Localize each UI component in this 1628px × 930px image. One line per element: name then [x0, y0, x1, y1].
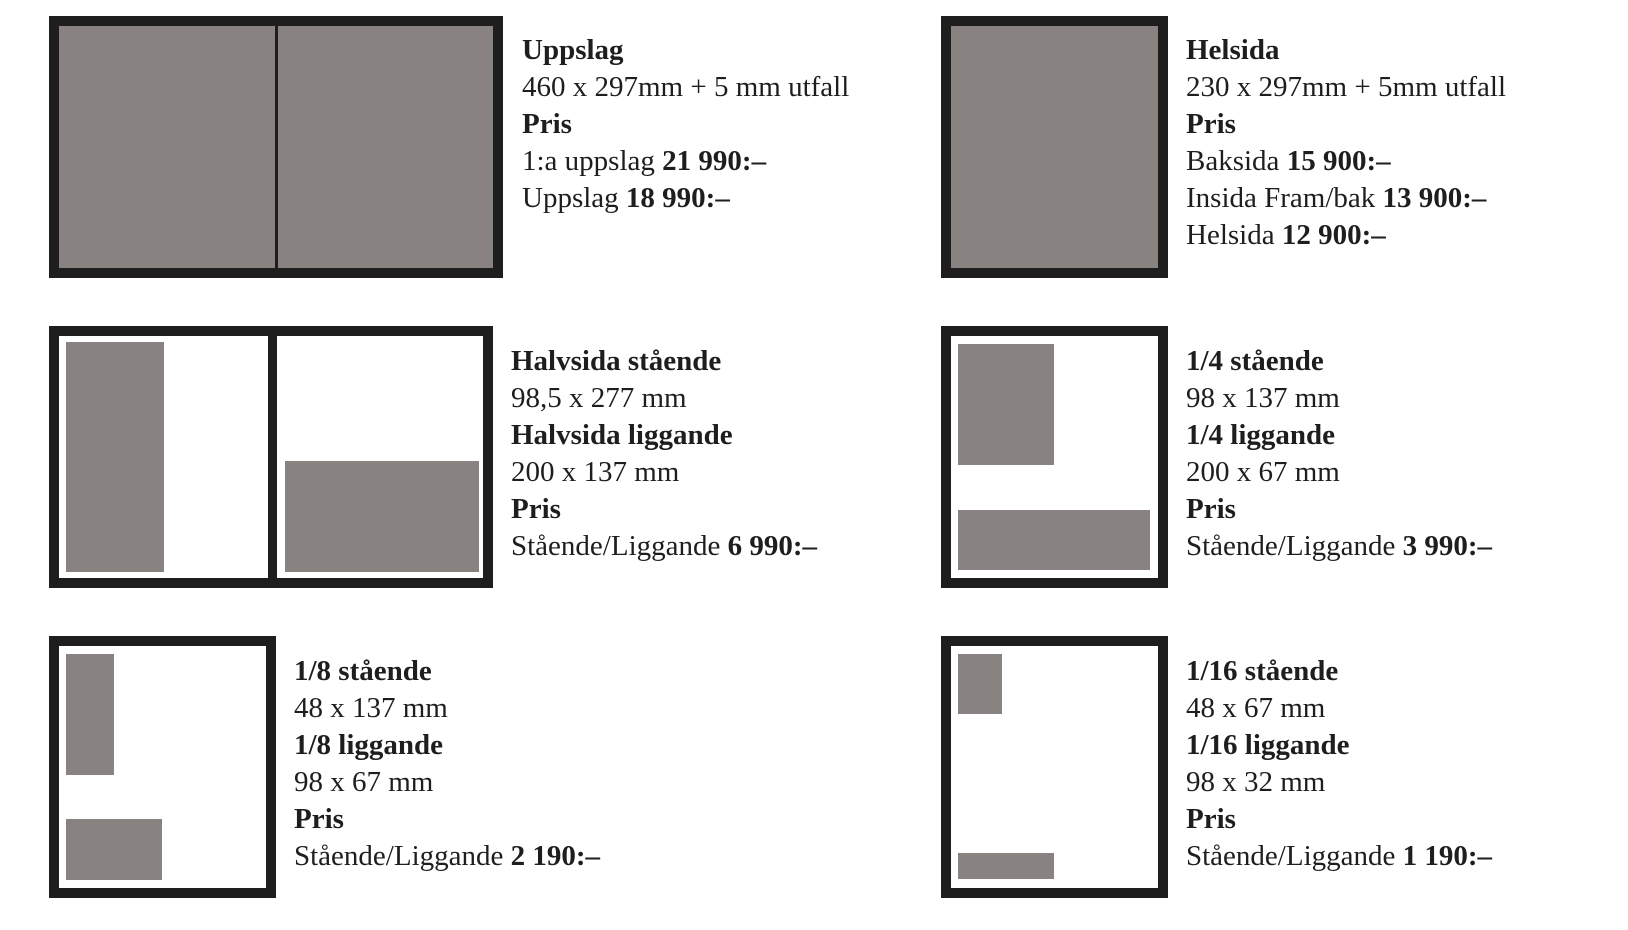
halvsida-standing-area: [66, 342, 164, 572]
quarter-lying-title: 1/4 liggande: [1186, 419, 1336, 451]
halvsida-lying-area: [285, 461, 479, 572]
helsida-price-row: Helsida 12 900:–: [1186, 219, 1386, 251]
helsida-info: [1186, 32, 1506, 254]
eighth-lying-title: 1/8 liggande: [294, 729, 444, 761]
quarter-price-heading: Pris: [1186, 493, 1236, 525]
eighth-price-heading: Pris: [294, 803, 344, 835]
helsida-size: 230 x 297mm + 5mm utfall: [1186, 71, 1507, 103]
sixteenth-lying-area: [958, 853, 1054, 879]
eighth-standing-size: 48 x 137 mm: [294, 692, 448, 724]
halvsida-standing-size: 98,5 x 277 mm: [511, 382, 687, 414]
sixteenth-standing-size: 48 x 67 mm: [1186, 692, 1326, 724]
sixteenth-price-row: Stående/Liggande 1 190:–: [1186, 840, 1493, 872]
eighth-standing-area: [66, 654, 114, 775]
sixteenth-price-heading: Pris: [1186, 803, 1236, 835]
eighth-lying-size: 98 x 67 mm: [294, 766, 434, 798]
uppslag-center-fold: [275, 26, 278, 268]
helsida-price-row: Baksida 15 900:–: [1186, 145, 1391, 177]
quarter-standing-size: 98 x 137 mm: [1186, 382, 1340, 414]
uppslag-title: Uppslag: [522, 34, 624, 66]
sixteenth-lying-size: 98 x 32 mm: [1186, 766, 1326, 798]
eighth-price-row: Stående/Liggande 2 190:–: [294, 840, 601, 872]
halvsida-price-row: Stående/Liggande 6 990:–: [511, 530, 818, 562]
sixteenth-lying-title: 1/16 liggande: [1186, 729, 1350, 761]
halvsida-lying-title: Halvsida liggande: [511, 419, 733, 451]
quarter-info: [1186, 343, 1492, 565]
halvsida-price-heading: Pris: [511, 493, 561, 525]
uppslag-price-heading: Pris: [522, 108, 572, 140]
helsida-price-row: Insida Fram/bak 13 900:–: [1186, 182, 1487, 214]
sixteenth-standing-area: [958, 654, 1002, 714]
sixteenth-info: [1186, 653, 1492, 875]
halvsida-standing-title: Halvsida stående: [511, 345, 722, 377]
quarter-lying-size: 200 x 67 mm: [1186, 456, 1340, 488]
uppslag-price-row: Uppslag 18 990:–: [522, 182, 730, 214]
helsida-price-heading: Pris: [1186, 108, 1236, 140]
uppslag-info: [522, 32, 849, 217]
halvsida-lying-size: 200 x 137 mm: [511, 456, 680, 488]
eighth-standing-title: 1/8 stående: [294, 655, 432, 687]
quarter-lying-area: [958, 510, 1150, 570]
helsida-title: Helsida: [1186, 34, 1280, 66]
halvsida-center-fold: [268, 336, 277, 578]
uppslag-price-row: 1:a uppslag 21 990:–: [522, 145, 767, 177]
helsida-diagram: [941, 16, 1168, 278]
eighth-lying-area: [66, 819, 162, 880]
uppslag-size: 460 x 297mm + 5 mm utfall: [522, 71, 850, 103]
sixteenth-standing-title: 1/16 stående: [1186, 655, 1339, 687]
halvsida-info: [511, 343, 817, 565]
quarter-price-row: Stående/Liggande 3 990:–: [1186, 530, 1493, 562]
eighth-info: [294, 653, 600, 875]
quarter-standing-title: 1/4 stående: [1186, 345, 1324, 377]
quarter-standing-area: [958, 344, 1054, 465]
